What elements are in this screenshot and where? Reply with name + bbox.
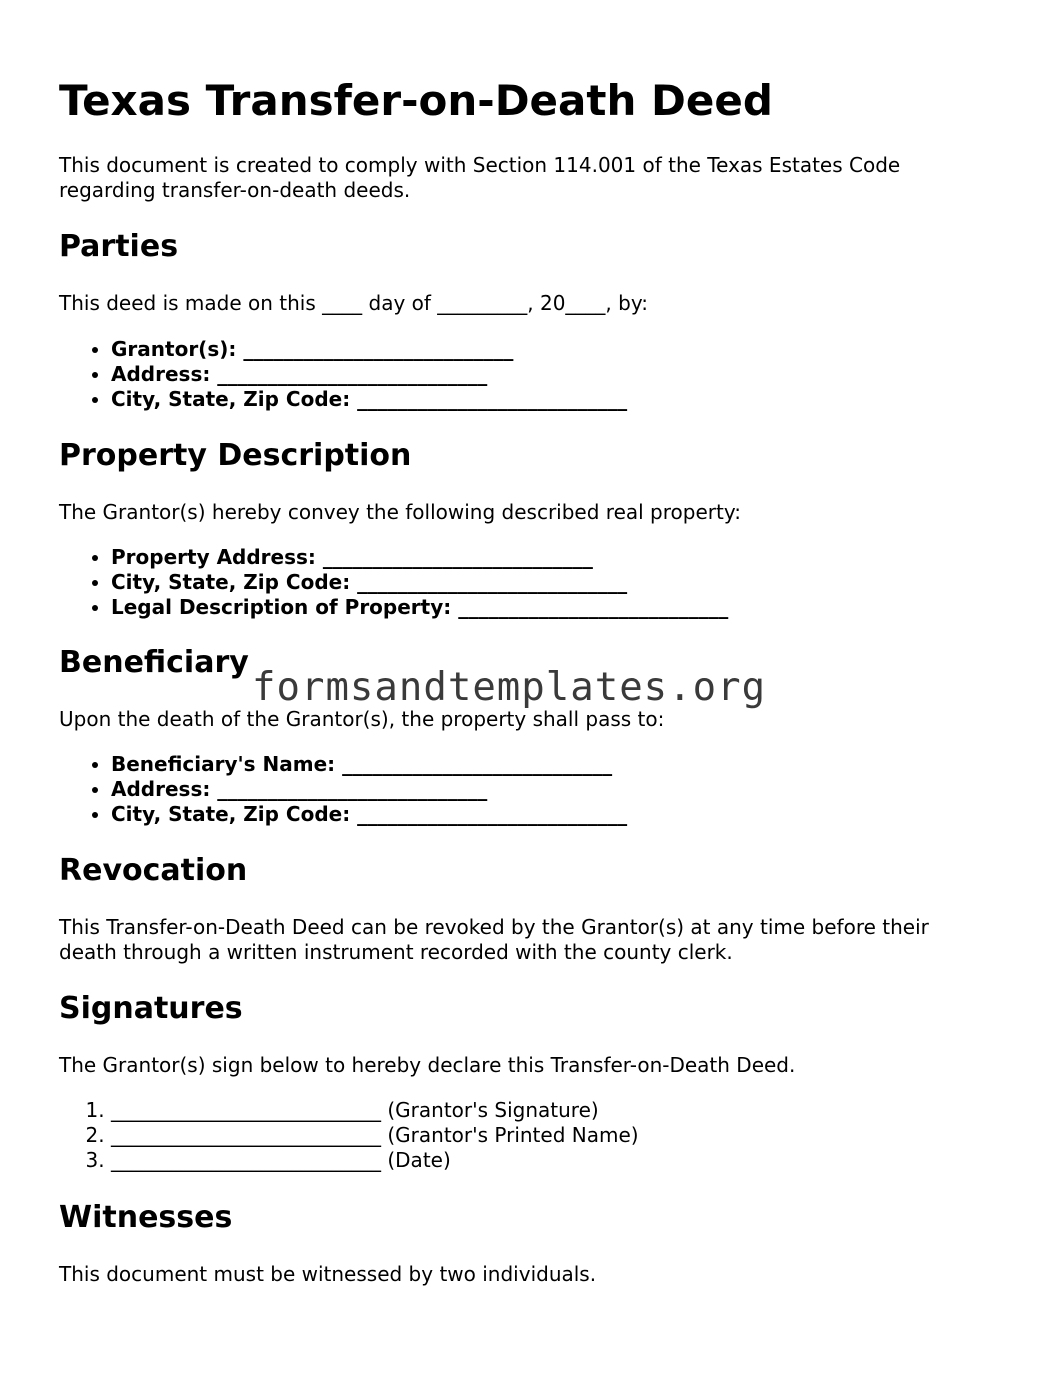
list-item: • Beneficiary's Name: ___________________________ xyxy=(111,752,627,777)
witnesses-text: This document must be witnessed by two individuals. xyxy=(59,1262,597,1286)
section-heading-parties: Parties xyxy=(59,229,179,264)
beneficiary-text: Upon the death of the Grantor(s), the property shall pass to: xyxy=(59,707,665,731)
section-heading-signatures: Signatures xyxy=(59,991,243,1026)
list-item: • Legal Description of Property: ___________________________ xyxy=(111,595,728,620)
section-heading-witnesses: Witnesses xyxy=(59,1200,233,1235)
list-item: 3. ___________________________ (Date) xyxy=(111,1148,639,1173)
parties-text: This deed is made on this ____ day of _________, 20____, by: xyxy=(59,291,648,315)
signatures-list xyxy=(59,1098,639,1173)
revocation-text: This Transfer-on-Death Deed can be revoked by the Grantor(s) at any time before their death through a written instrument recorded with the county clerk. xyxy=(59,915,929,964)
watermark: formsandtemplates.org xyxy=(252,665,767,710)
section-heading-revocation: Revocation xyxy=(59,853,248,888)
property-text: The Grantor(s) hereby convey the following described real property: xyxy=(59,500,741,524)
property-list xyxy=(59,545,728,620)
list-item: • City, State, Zip Code: ___________________________ xyxy=(111,387,627,412)
list-item: 2. ___________________________ (Grantor's Printed Name) xyxy=(111,1123,639,1148)
list-item: • Address: ___________________________ xyxy=(111,777,627,802)
beneficiary-list xyxy=(59,752,627,827)
list-item: • Grantor(s): ___________________________ xyxy=(111,337,627,362)
parties-list xyxy=(59,337,627,412)
section-heading-beneficiary: Beneficiary xyxy=(59,645,249,680)
signatures-text: The Grantor(s) sign below to hereby declare this Transfer-on-Death Deed. xyxy=(59,1053,796,1077)
list-item: • City, State, Zip Code: ___________________________ xyxy=(111,802,627,827)
section-heading-property: Property Description xyxy=(59,438,412,473)
list-item: • Address: ___________________________ xyxy=(111,362,627,387)
list-item: • Property Address: ___________________________ xyxy=(111,545,728,570)
list-item: • City, State, Zip Code: ___________________________ xyxy=(111,570,728,595)
document-title: Texas Transfer-on-Death Deed xyxy=(59,76,773,125)
list-item: 1. ___________________________ (Grantor's Signature) xyxy=(111,1098,639,1123)
intro-paragraph: This document is created to comply with Section 114.001 of the Texas Estates Code regarding transfer-on-death deeds. xyxy=(59,153,901,202)
